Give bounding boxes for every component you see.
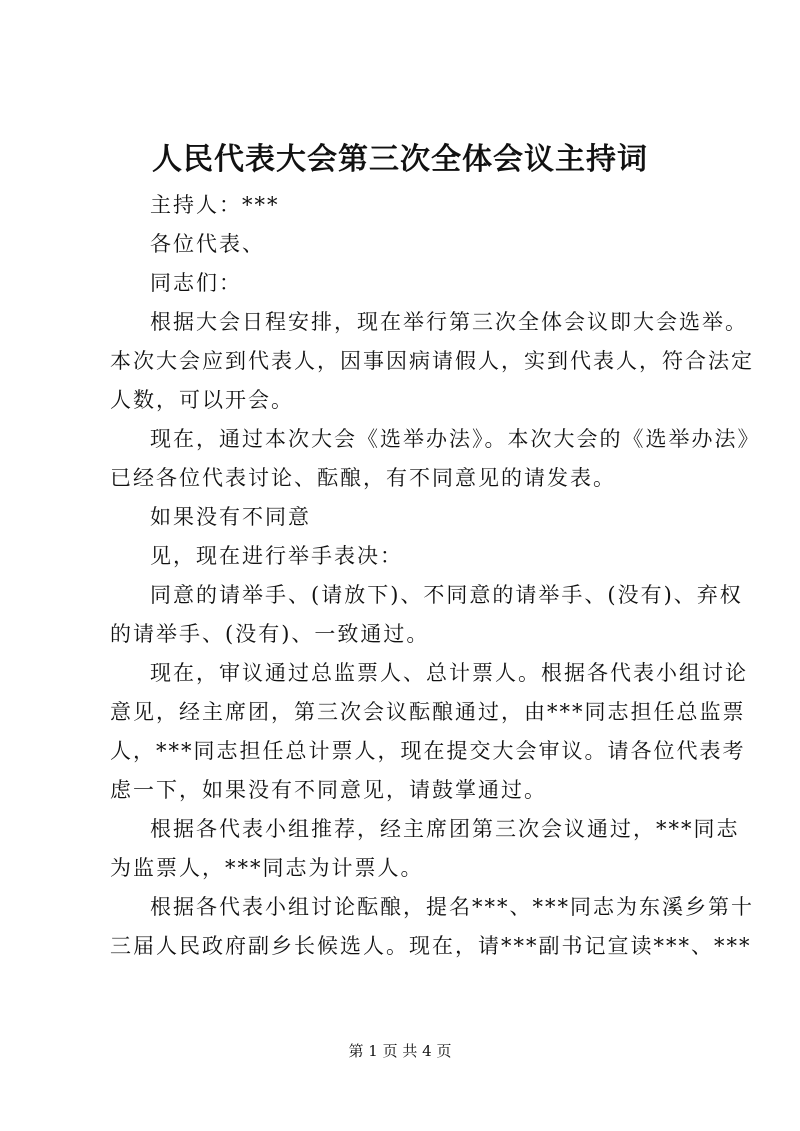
text-line: 现在，审议通过总监票人、总计票人。根据各代表小组讨论 — [150, 661, 748, 685]
text-line: 人数，可以开会。 — [110, 388, 294, 412]
paragraph-candidates — [110, 888, 754, 966]
text-line: 意见，经主席团，第三次会议酝酿通过，由***同志担任总监票 — [110, 700, 746, 724]
paragraph-opening — [110, 303, 754, 420]
paragraph-greeting-delegates — [110, 225, 730, 264]
text-line: 主持人：*** — [150, 193, 280, 217]
paragraph-scrutineers — [110, 810, 740, 888]
text-line: 人，***同志担任总计票人，现在提交大会审议。请各位代表考 — [110, 739, 746, 763]
text-line: 根据各代表小组推荐，经主席团第三次会议通过，***同志 — [150, 817, 740, 841]
text-line: 各位代表、 — [150, 232, 265, 256]
text-line: 为监票人，***同志为计票人。 — [110, 856, 424, 880]
text-line: 见，现在进行举手表决： — [150, 544, 403, 568]
paragraph-vote-result — [110, 576, 743, 654]
text-line: 如果没有不同意 — [150, 505, 311, 529]
document-body — [110, 186, 761, 966]
text-line: 已经各位代表讨论、酝酿，有不同意见的请发表。 — [110, 466, 616, 490]
text-line: 根据各代表小组讨论酝酿，提名***、***同志为东溪乡第十 — [150, 895, 754, 919]
text-line: 同志们： — [150, 271, 242, 295]
text-line: 同意的请举手、(请放下)、不同意的请举手、(没有)、弃权 — [150, 583, 743, 607]
document-title: 人民代表大会第三次全体会议主持词 — [152, 142, 648, 177]
text-line: 的请举手、(没有)、一致通过。 — [110, 622, 430, 646]
text-line: 虑一下，如果没有不同意见，请鼓掌通过。 — [110, 778, 547, 802]
paragraph-greeting-comrades — [110, 264, 730, 303]
paragraph-show-of-hands — [110, 537, 730, 576]
text-line: 本次大会应到代表人，因事因病请假人，实到代表人，符合法定 — [110, 349, 754, 373]
page-number: 第 1 页 共 4 页 — [348, 1042, 452, 1060]
text-line: 三届人民政府副乡长候选人。现在，请***副书记宣读***、*** — [110, 934, 752, 958]
paragraph-host — [110, 186, 730, 225]
paragraph-no-objection — [110, 498, 730, 537]
text-line: 根据大会日程安排，现在举行第三次全体会议即大会选举。 — [150, 310, 748, 334]
paragraph-election-rules — [110, 420, 761, 498]
text-line: 现在，通过本次大会《选举办法》。本次大会的《选举办法》 — [150, 427, 761, 451]
paragraph-chief-scrutineers — [110, 654, 748, 810]
